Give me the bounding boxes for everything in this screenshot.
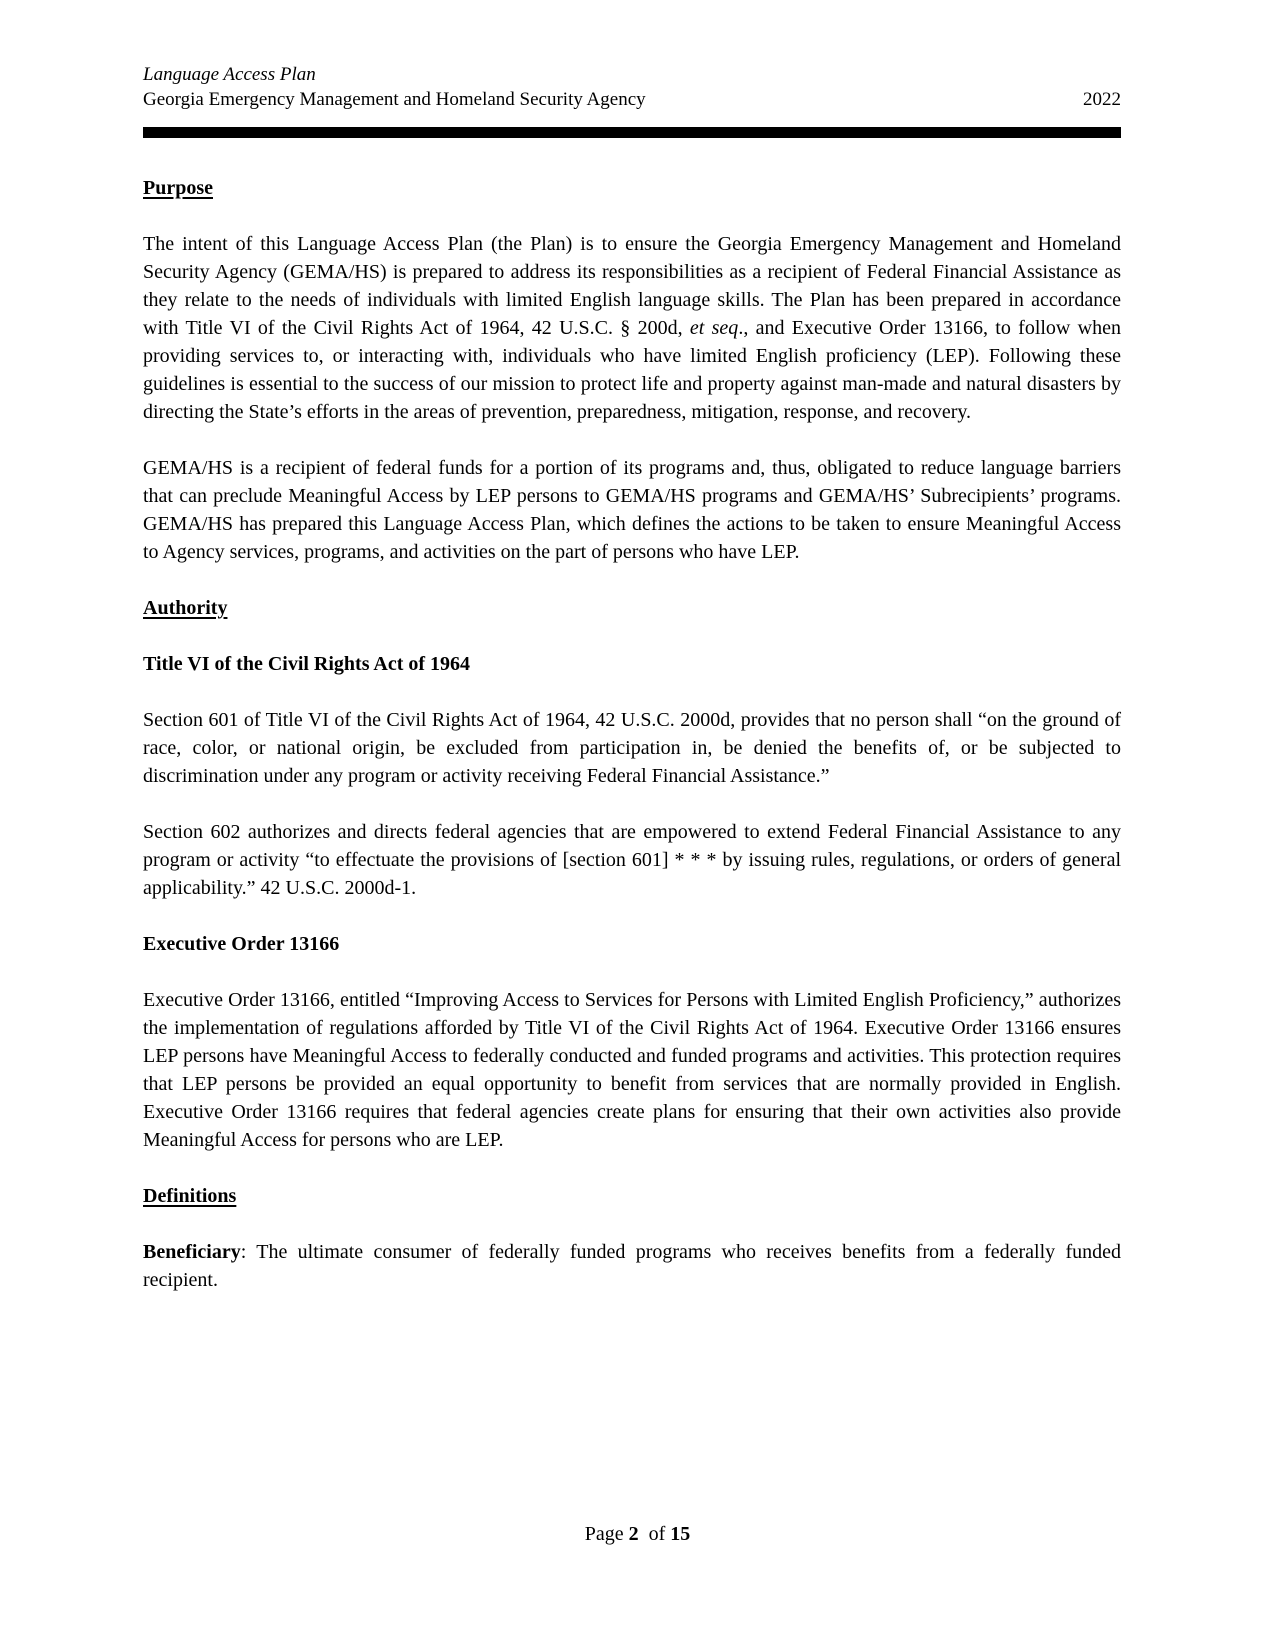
- text-run: ., and Executive Order 13166, to follow when providing services to, or interacting with, individuals who have limited English proficiency (LEP). Following these guidelines is essential to the success of our mission to protect life and property against man-made and natural disasters by directing the State’s efforts in the areas of prevention, preparedness, mitigation, response, and recovery.: [143, 317, 1121, 423]
- header-rule-divider: [143, 127, 1121, 138]
- beneficiary-definition-paragraph: [143, 1238, 1121, 1294]
- subheading-executive-order: Executive Order 13166: [143, 933, 340, 955]
- text-run: : The ultimate consumer of federally funded programs who receives benefits from a federally funded recipient.: [143, 1241, 1121, 1291]
- section-heading-definitions: [143, 1182, 1121, 1210]
- section-heading-purpose: [143, 174, 1121, 202]
- text-run: et seq: [689, 317, 739, 339]
- page-number-footer: [0, 1520, 1275, 1548]
- section-heading-authority: [143, 594, 1121, 622]
- text-run: of: [638, 1523, 671, 1545]
- agency-name: Georgia Emergency Management and Homeland Security Agency: [143, 89, 646, 110]
- subheading-title-vi: Title VI of the Civil Rights Act of 1964: [143, 653, 471, 675]
- section-heading-purpose-text: Purpose: [143, 177, 213, 199]
- document-title: Language Access Plan: [143, 64, 316, 85]
- purpose-paragraph-2: GEMA/HS is a recipient of federal funds for a portion of its programs and, thus, obligated to reduce language barriers that can preclude Meaningful Access by LEP persons to GEMA/HS programs and GEMA/HS’ Subrecipients’ programs. GEMA/HS has prepared this Language Access Plan, which defines the actions to be taken to ensure Meaningful Access to Agency services, programs, and activities on the part of persons who have LEP.: [143, 457, 1121, 563]
- text-run: The intent of this Language Access Plan (the Plan) is to ensure the Georgia Emergency Management and Homeland Security Agency (GEMA/HS) is prepared to address its responsibilities as a recipient of Federal Financial Assistance as they relate to the needs of individuals with limited English language skills. The Plan has been prepared in accordance with Title VI of the Civil Rights Act of 1964, 42 U.S.C. § 200d,: [143, 233, 1121, 339]
- text-run: Page: [584, 1523, 629, 1545]
- section-601-paragraph: Section 601 of Title VI of the Civil Rights Act of 1964, 42 U.S.C. 2000d, provides that no person shall “on the ground of race, color, or national origin, be excluded from participation in, be denied the benefits of, or be subjected to discrimination under any program or activity receiving Federal Financial Assistance.”: [143, 709, 1121, 787]
- purpose-paragraph-1: [143, 230, 1121, 426]
- text-run: 15: [670, 1523, 691, 1545]
- text-run: 2: [628, 1523, 639, 1545]
- text-run: Beneficiary: [143, 1241, 241, 1263]
- section-602-paragraph: Section 602 authorizes and directs federal agencies that are empowered to extend Federal Financial Assistance to any program or activity “to effectuate the provisions of [section 601] * * * by issuing rules, regulations, or orders of general applicability.” 42 U.S.C. 2000d-1.: [143, 821, 1121, 899]
- header-year: 2022: [1083, 89, 1121, 110]
- page-header: [143, 62, 1121, 112]
- header-left: [143, 62, 646, 112]
- section-heading-definitions-text: Definitions: [143, 1185, 237, 1207]
- executive-order-paragraph: Executive Order 13166, entitled “Improving Access to Services for Persons with Limited English Proficiency,” authorizes the implementation of regulations afforded by Title VI of the Civil Rights Act of 1964. Executive Order 13166 ensures LEP persons have Meaningful Access to federally conducted and funded programs and activities. This protection requires that LEP persons be provided an equal opportunity to benefit from services that are normally provided in English. Executive Order 13166 requires that federal agencies create plans for ensuring that their own activities also provide Meaningful Access for persons who are LEP.: [143, 989, 1121, 1151]
- section-heading-authority-text: Authority: [143, 597, 228, 619]
